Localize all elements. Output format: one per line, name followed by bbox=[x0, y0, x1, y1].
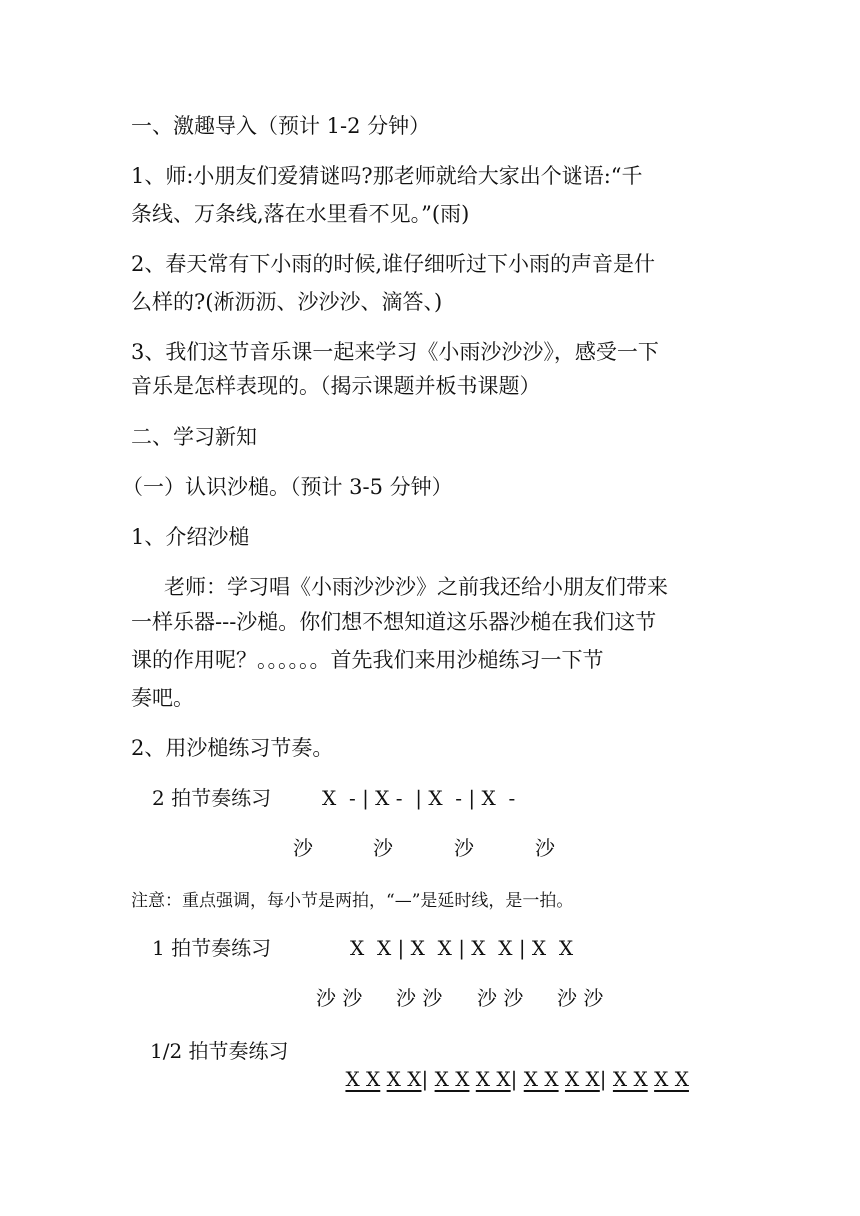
note-text: 注意：重点强调，每小节是两拍，“—”是延时线，是一拍。 bbox=[131, 891, 574, 911]
rhythm-1-syllable: 沙 沙 bbox=[477, 986, 524, 1010]
paragraph-2-line-1: 2、春天常有下小雨的时候,谁仔细听过下小雨的声音是什 bbox=[131, 252, 656, 276]
rhythm-half-group: X X bbox=[564, 1067, 600, 1091]
rhythm-2-syllable: 沙 bbox=[535, 836, 555, 860]
rhythm-half-group: X X bbox=[345, 1067, 381, 1091]
rhythm-1-syllable: 沙 沙 bbox=[396, 986, 443, 1010]
rhythm-half-bars: X X X X| X X X X| X X X X| X X X X bbox=[345, 1067, 689, 1091]
rhythm-half-group: X X bbox=[612, 1067, 648, 1091]
rhythm-1-syllable: 沙 沙 bbox=[316, 986, 363, 1010]
rhythm-half-group: X X bbox=[654, 1067, 689, 1091]
rhythm-half-label: 1/2 拍节奏练习 bbox=[150, 1039, 289, 1063]
rhythm-1-bars: X X | X X | X X | X X bbox=[350, 936, 574, 960]
rhythm-half-group: X X bbox=[434, 1067, 470, 1091]
rhythm-half-group: X X bbox=[523, 1067, 559, 1091]
paragraph-1-line-2: 条线、万条线,落在水里看不见。”(雨) bbox=[131, 202, 470, 226]
item-2-heading: 2、用沙槌练习节奏。 bbox=[131, 736, 334, 760]
rhythm-2-syllable: 沙 bbox=[293, 836, 313, 860]
rhythm-half-group: X X bbox=[475, 1067, 511, 1091]
teacher-line-1: 老师：学习唱《小雨沙沙沙》之前我还给小朋友们带来 bbox=[164, 575, 668, 599]
teacher-line-4: 奏吧。 bbox=[131, 686, 194, 710]
teacher-line-2: 一样乐器---沙槌。你们想不想知道这乐器沙槌在我们这节 bbox=[131, 610, 657, 634]
rhythm-2-syllable: 沙 bbox=[454, 836, 474, 860]
section2-heading: 二、学习新知 bbox=[131, 425, 257, 449]
rhythm-2-syllable: 沙 bbox=[373, 836, 393, 860]
item-1-heading: 1、介绍沙槌 bbox=[131, 525, 250, 549]
teacher-line-3: 课的作用呢？。。。。。。首先我们来用沙槌练习一下节 bbox=[131, 648, 604, 672]
section1-heading: 一、激趣导入（预计 1-2 分钟） bbox=[131, 114, 431, 138]
paragraph-2-line-2: 么样的?(淅沥沥、沙沙沙、滴答、) bbox=[131, 290, 443, 314]
rhythm-half-group: X X bbox=[386, 1067, 422, 1091]
subsection-1-heading: （一）认识沙槌。（预计 3-5 分钟） bbox=[122, 475, 453, 499]
rhythm-2-label: 2 拍节奏练习 bbox=[152, 786, 272, 810]
paragraph-3-line-2: 音乐是怎样表现的。（揭示课题并板书课题） bbox=[131, 374, 541, 398]
rhythm-1-label: 1 拍节奏练习 bbox=[152, 936, 272, 960]
rhythm-1-syllable: 沙 沙 bbox=[557, 986, 604, 1010]
paragraph-1-line-1: 1、师:小朋友们爱猜谜吗?那老师就给大家出个谜语:“千 bbox=[131, 164, 643, 188]
rhythm-2-bars: X - | X - | X - | X - bbox=[322, 786, 516, 810]
paragraph-3-line-1: 3、我们这节音乐课一起来学习《小雨沙沙沙》，感受一下 bbox=[131, 340, 659, 364]
